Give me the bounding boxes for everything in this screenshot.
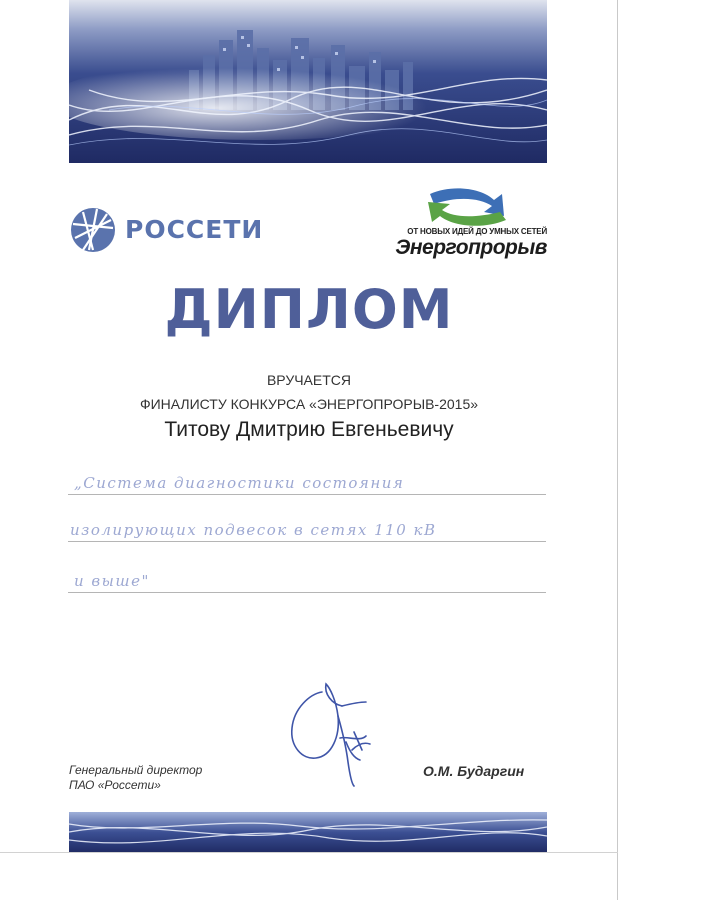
handwritten-line-2 xyxy=(68,517,546,542)
city-lights-banner xyxy=(69,0,547,163)
handwritten-text-1: „Система диагностики состояния xyxy=(74,474,405,492)
light-waves-footer-banner xyxy=(69,812,547,853)
rosseti-globe-icon xyxy=(69,206,117,254)
awarded-text: ВРУЧАЕТСЯ xyxy=(266,372,352,388)
position-title: Генеральный директор xyxy=(69,763,203,777)
recipient-name: Титову Дмитрию Евгеньевичу xyxy=(164,418,454,441)
rosseti-logo xyxy=(69,206,264,254)
scan-edge-bottom xyxy=(0,852,618,853)
handwritten-text-2: изолирующих подвесок в сетях 110 кВ xyxy=(70,521,437,539)
energoproryv-wordmark: Энергопрорыв xyxy=(395,236,547,259)
handwritten-text-3: и выше" xyxy=(74,572,150,590)
contest-text: ФИНАЛИСТУ КОНКУРСА «ЭНЕРГОПРОРЫВ-2015» xyxy=(139,396,479,412)
energoproryv-logo xyxy=(382,186,547,264)
energoproryv-tagline: ОТ НОВЫХ ИДЕЙ ДО УМНЫХ СЕТЕЙ xyxy=(407,227,547,236)
signer-position xyxy=(69,763,202,793)
energoproryv-arrows-icon xyxy=(422,186,512,228)
scan-edge-right xyxy=(617,0,618,900)
handwritten-line-1 xyxy=(68,470,546,495)
signature-icon xyxy=(280,680,380,795)
rosseti-wordmark: РОССЕТИ xyxy=(125,215,264,244)
signer-name: О.М. Бударгин xyxy=(423,763,525,779)
position-company: ПАО «Россети» xyxy=(69,778,161,792)
handwritten-line-3 xyxy=(68,568,546,593)
diploma-title: ДИПЛОМ xyxy=(164,278,454,341)
